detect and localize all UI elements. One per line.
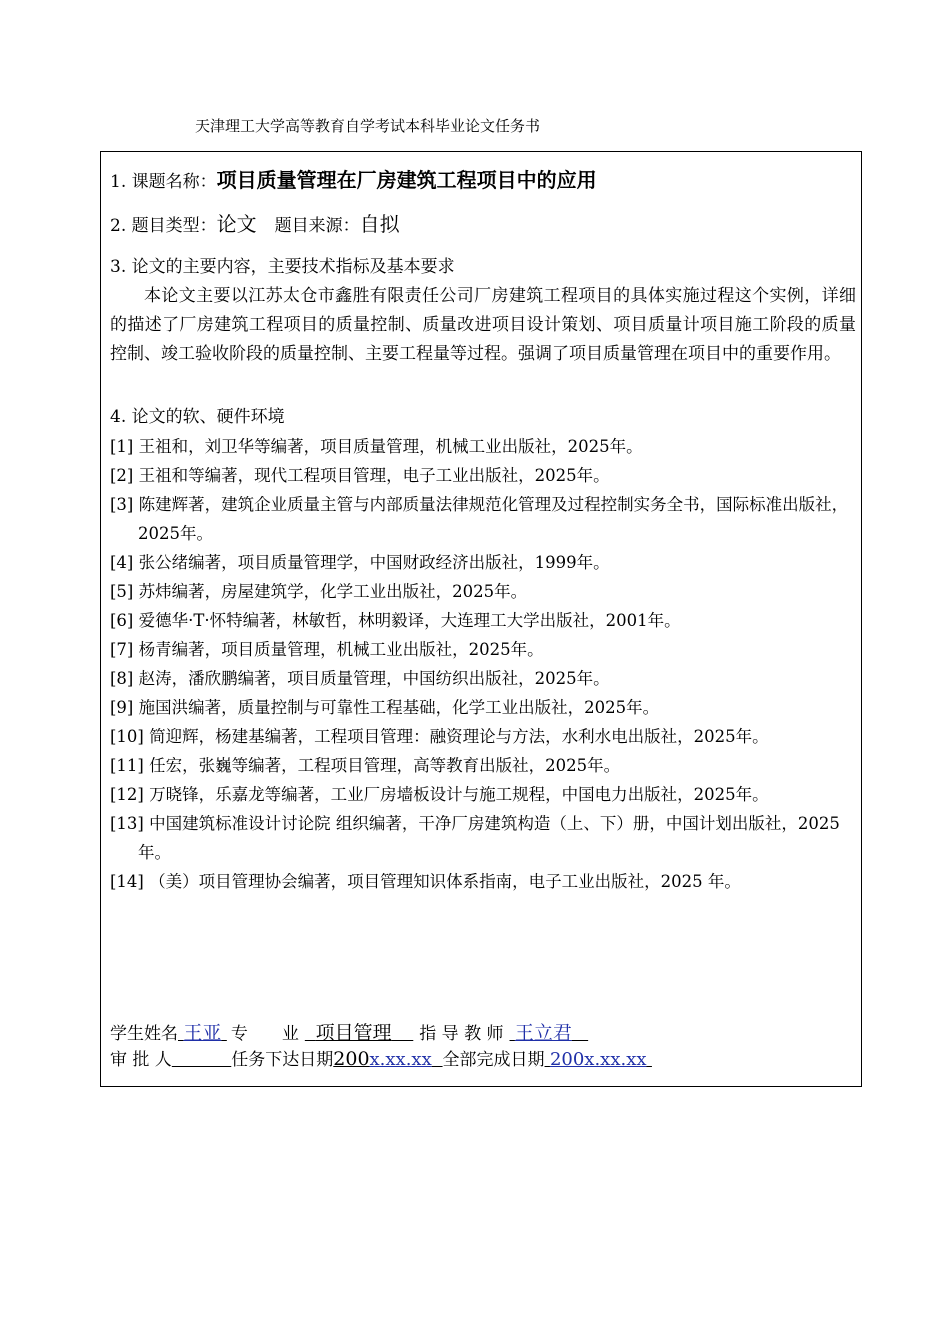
complete-date-value: 200x.xx.xx: [549, 1049, 647, 1070]
reference-item: [4] 张公绪编著，项目质量管理学，中国财政经济出版社，1999年。: [110, 553, 610, 572]
reference-item: [3] 陈建辉著，建筑企业质量主管与内部质量法律规范化管理及过程控制实务全书，国际标准出版社，2025年。: [110, 495, 849, 543]
signature-row: [110, 1018, 588, 1045]
task-form: [100, 151, 862, 1087]
reference-item: [13] 中国建筑标准设计讨论院 组织编著，干净厂房建筑构造（上、下）册，中国计划出版社，2025年。: [110, 814, 840, 862]
reference-item: [9] 施国洪编著，质量控制与可靠性工程基础，化学工业出版社，2025年。: [110, 698, 660, 717]
advisor-label: 指 导 教 师: [419, 1024, 504, 1044]
student-value: 王亚: [183, 1022, 222, 1044]
source-value: 自拟: [359, 212, 400, 236]
reference-item: [10] 简迎辉，杨建基编著，工程项目管理：融资理论与方法，水利水电出版社，2025年。: [110, 727, 769, 746]
major-label: 专 业: [230, 1024, 299, 1044]
reference-item: [2] 王祖和等编著，现代工程项目管理，电子工业出版社，2025年。: [110, 466, 610, 485]
complete-date-label: 全部完成日期: [442, 1050, 545, 1070]
issue-date-prefix: 200: [333, 1048, 370, 1070]
major-value: 项目管理: [315, 1022, 392, 1044]
type-value: 论文: [216, 212, 257, 236]
approval-row: [110, 1045, 652, 1070]
reference-item: [6] 爱德华·T·怀特编著，林敏哲，林明毅译，大连理工大学出版社，2001年。: [110, 611, 681, 630]
section3-title: 3. 论文的主要内容，主要技术指标及基本要求: [110, 257, 455, 277]
type-row: [110, 208, 400, 237]
type-label: 2. 题目类型：: [110, 216, 217, 236]
document-header: 天津理工大学高等教育自学考试本科毕业论文任务书: [195, 117, 541, 135]
section4-title: 4. 论文的软、硬件环境: [110, 407, 285, 427]
reference-item: [11] 任宏，张巍等编著，工程项目管理，高等教育出版社，2025年。: [110, 756, 621, 775]
issue-date-value: x.xx.xx: [369, 1049, 432, 1070]
topic-label: 1. 课题名称：: [110, 172, 217, 192]
student-label: 学生姓名: [110, 1024, 178, 1044]
reference-item: [1] 王祖和，刘卫华等编著，项目质量管理，机械工业出版社，2025年。: [110, 437, 643, 456]
reference-item: [8] 赵涛，潘欣鹏编著，项目质量管理，中国纺织出版社，2025年。: [110, 669, 610, 688]
approver-label: 审 批 人: [110, 1050, 172, 1070]
reference-item: [14] （美）项目管理协会编著，项目管理知识体系指南，电子工业出版社，2025 年。: [110, 872, 741, 891]
source-label: 题目来源：: [274, 216, 360, 236]
reference-item: [7] 杨青编著，项目质量管理，机械工业出版社，2025年。: [110, 640, 544, 659]
topic-row: [110, 164, 597, 193]
advisor-value: 王立君: [514, 1022, 572, 1044]
reference-list: [110, 432, 860, 896]
reference-item: [5] 苏炜编著，房屋建筑学，化学工业出版社，2025年。: [110, 582, 528, 601]
issue-date-label: 任务下达日期: [231, 1050, 334, 1070]
section3-paragraph: 本论文主要以江苏太仓市鑫胜有限责任公司厂房建筑工程项目的具体实施过程这个实例，详细的描述了厂房建筑工程项目的质量控制、质量改进项目设计策划、项目质量计项目施工阶段的质量控制、竣工验收阶段的质量控制、主要工程量等过程。强调了项目质量管理在项目中的重要作用。: [110, 286, 856, 364]
reference-item: [12] 万晓锋，乐嘉龙等编著，工业厂房墙板设计与施工规程，中国电力出版社，2025年。: [110, 785, 769, 804]
topic-value: 项目质量管理在厂房建筑工程项目中的应用: [216, 168, 597, 192]
